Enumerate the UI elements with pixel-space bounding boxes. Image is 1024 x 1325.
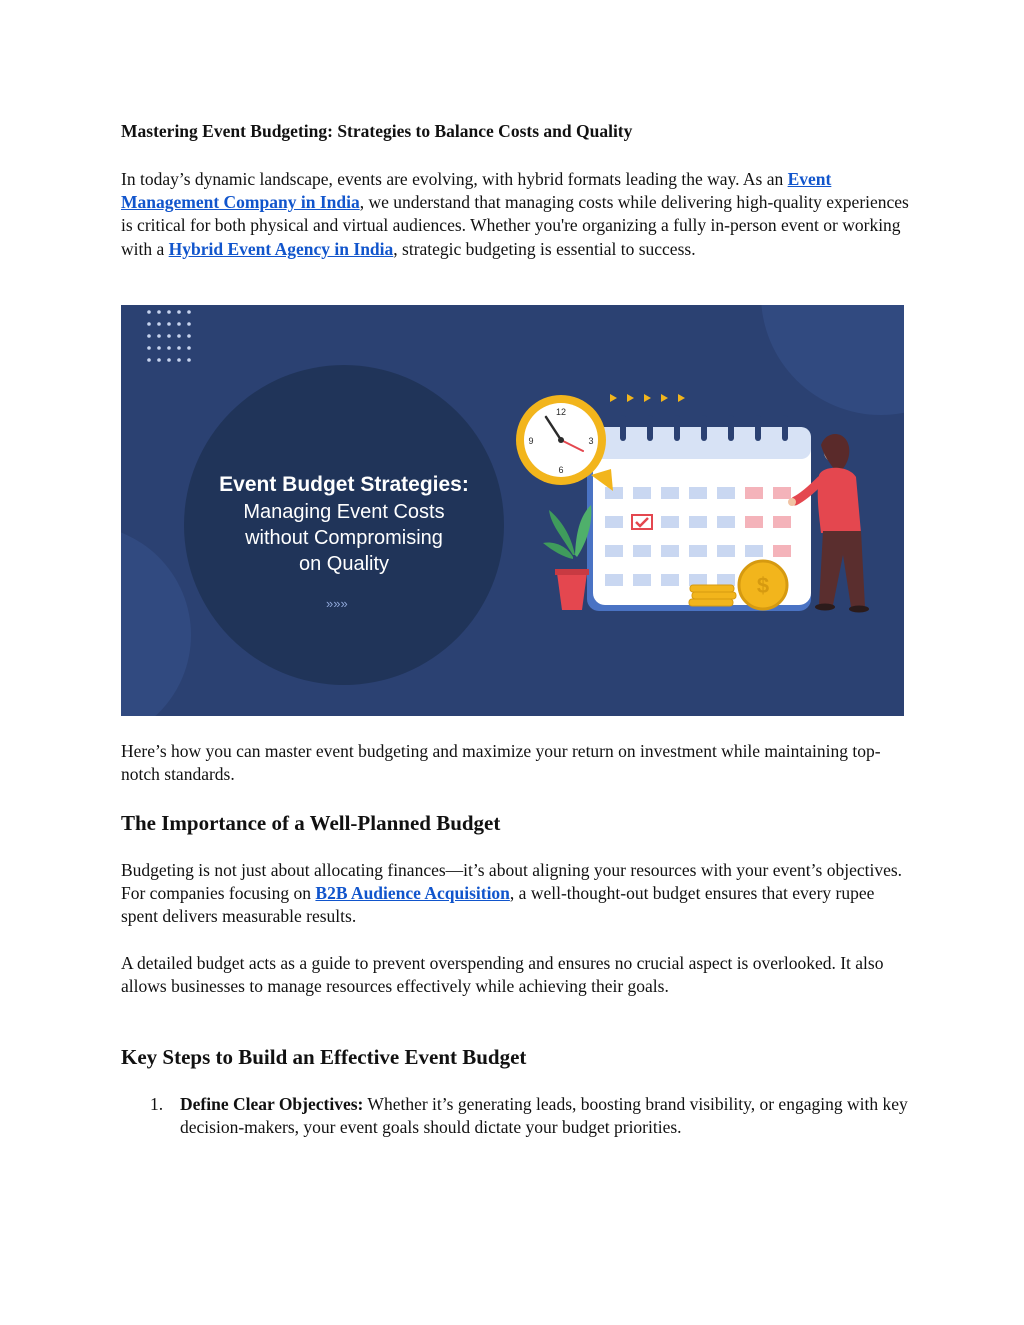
clock-12: 12 xyxy=(555,407,567,417)
list-item-heading: Define Clear Objectives: xyxy=(180,1094,364,1114)
title-circle xyxy=(184,365,504,685)
importance-paragraph-1 xyxy=(121,859,911,929)
banner-line-3: without Compromising xyxy=(245,527,443,549)
intro-paragraph xyxy=(121,168,911,261)
checked-date xyxy=(632,515,652,529)
list-item-text: Whether it’s generating leads, boosting brand visibility, or engaging with key decision-makers, your event goals should dictate your budget priorities. xyxy=(180,1094,908,1138)
coin-stack-icon xyxy=(689,585,736,606)
importance-text-2: , a well-thought-out budget ensures that every rupee spent delivers measurable results. xyxy=(121,883,875,927)
document-title: Mastering Event Budgeting: Strategies to Balance Costs and Quality xyxy=(121,121,633,141)
section-heading-key-steps: Key Steps to Build an Effective Event Budget xyxy=(121,1045,527,1069)
after-image-paragraph: Here’s how you can master event budgeting and maximize your return on investment while maintaining top-notch standards. xyxy=(121,741,881,785)
dollar-coin-icon xyxy=(739,561,787,609)
banner-line-4: on Quality xyxy=(298,553,390,575)
key-steps-list xyxy=(121,1093,911,1139)
svg-text:$: $ xyxy=(756,573,770,598)
hybrid-event-agency-link[interactable]: Hybrid Event Agency in India xyxy=(168,238,394,259)
list-item-number: 1. xyxy=(150,1094,164,1114)
clock-6: 6 xyxy=(558,465,564,475)
section-heading-importance: The Importance of a Well-Planned Budget xyxy=(121,811,501,835)
event-budget-banner-image xyxy=(121,305,904,716)
importance-text-1: Budgeting is not just about allocating finances—it’s about aligning your resources with your event’s objectives. For companies focusing on xyxy=(121,860,903,904)
b2b-audience-acquisition-link[interactable]: B2B Audience Acquisition xyxy=(315,883,510,904)
list-item xyxy=(121,1093,911,1139)
event-management-link[interactable]: Event Management Company in India xyxy=(121,169,832,213)
banner-line-2: Managing Event Costs xyxy=(243,501,445,523)
banner-line-1: Event Budget Strategies: xyxy=(219,473,469,496)
importance-paragraph-2: A detailed budget acts as a guide to prevent overspending and ensures no crucial aspect is overlooked. It also allows businesses to manage resources effectively while achieving their goals. xyxy=(121,953,884,997)
intro-text-2: , we understand that managing costs while delivering high-quality experiences is critical for both physical and virtual audiences. Whether you're organizing a fully in-person event or working with a xyxy=(121,192,909,259)
intro-text-1: In today’s dynamic landscape, events are evolving, with hybrid formats leading the way. As an xyxy=(121,169,788,189)
clock-9: 9 xyxy=(528,436,534,446)
intro-text-3: , strategic budgeting is essential to success. xyxy=(393,238,696,259)
banner-arrows: »»» xyxy=(326,596,348,611)
clock-3: 3 xyxy=(588,436,594,446)
